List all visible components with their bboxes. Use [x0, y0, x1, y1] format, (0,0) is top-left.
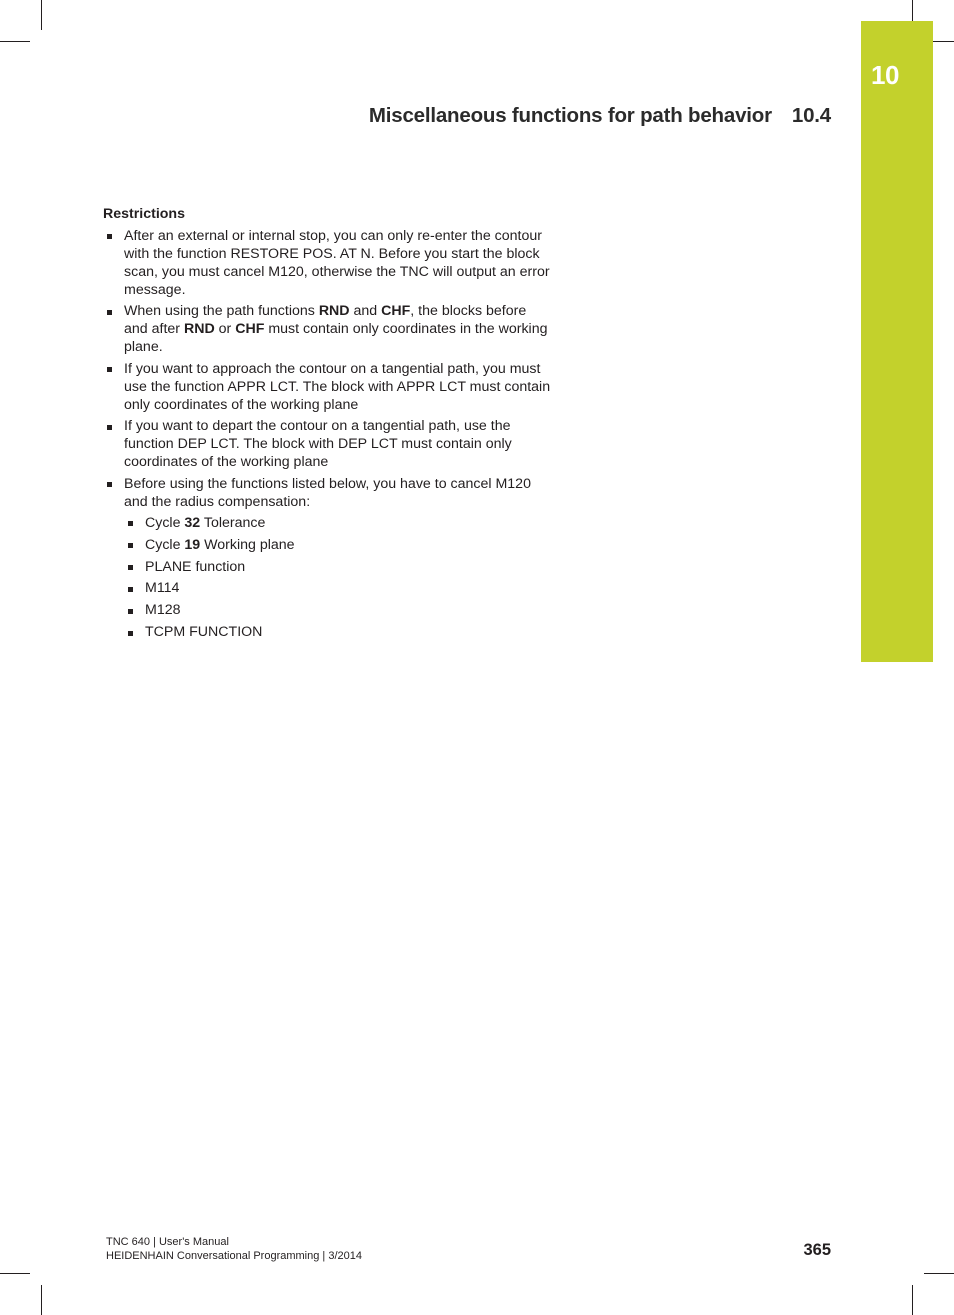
sub-list-item — [124, 580, 553, 598]
list-item-text: If you want to approach the contour on a tangential path, you must use the function APPR LCT. The block with APPR LCT must contain only coordinates of the working plane — [124, 360, 551, 413]
sub-item-text: PLANE function — [145, 558, 246, 575]
running-head — [369, 104, 831, 128]
list-item-text: After an external or internal stop, you can only re-enter the contour with the function RESTORE POS. AT N. Before you start the block scan, you must cancel M120, otherwise the TNC will output an error message. — [124, 227, 550, 298]
main-content — [103, 206, 553, 646]
list-item — [103, 361, 553, 415]
sub-list-item — [124, 624, 553, 642]
sub-list-item — [124, 537, 553, 555]
softkey-rnd: RND — [318, 303, 350, 320]
softkey-chf: CHF — [381, 303, 411, 320]
list-item-text: or — [214, 321, 236, 338]
sub-item-text: Tolerance — [200, 514, 266, 531]
running-head-title: Miscellaneous functions for path behavior — [368, 104, 772, 127]
footer-line-1: TNC 640 | User's Manual — [106, 1236, 229, 1248]
list-item — [103, 418, 553, 472]
crop-mark — [924, 1273, 954, 1274]
sub-item-text: M114 — [145, 580, 180, 597]
list-item — [103, 303, 553, 357]
cycle-number: 19 — [184, 536, 201, 553]
crop-mark — [0, 41, 30, 42]
sub-item-text: Cycle — [145, 536, 185, 553]
sub-list-item — [124, 515, 553, 533]
cycle-number: 32 — [184, 514, 201, 531]
list-item — [103, 228, 553, 300]
page-footer — [106, 1235, 362, 1263]
page-number: 365 — [803, 1241, 831, 1259]
footer-line-2: HEIDENHAIN Conversational Programming | 3/2014 — [106, 1250, 362, 1262]
restrictions-list — [103, 228, 553, 642]
softkey-rnd: RND — [183, 321, 215, 338]
list-item — [103, 476, 553, 642]
sub-list-item — [124, 559, 553, 577]
section-heading: Restrictions — [103, 206, 185, 222]
crop-mark — [912, 1285, 913, 1315]
chapter-number: 10 — [871, 60, 899, 90]
list-item-text: If you want to depart the contour on a tangential path, use the function DEP LCT. The block with DEP LCT must contain only coordinates of the working plane — [124, 418, 512, 471]
softkey-chf: CHF — [235, 321, 265, 338]
crop-mark — [41, 0, 42, 30]
sub-item-text: M128 — [145, 602, 181, 619]
chapter-tab — [861, 21, 933, 662]
list-item-text: , the blocks before and after — [124, 303, 527, 338]
list-item-text: Before using the functions listed below, you have to cancel M120 and the radius compensation: — [124, 475, 531, 510]
sub-item-text: Cycle — [145, 514, 185, 531]
sub-list-item — [124, 602, 553, 620]
list-item-text: must contain only coordinates in the working plane. — [124, 321, 548, 356]
running-head-section: 10.4 — [791, 104, 831, 127]
crop-mark — [0, 1273, 30, 1274]
list-item-text: and — [349, 303, 382, 320]
sub-list — [124, 515, 553, 642]
list-item-text: When using the path functions — [124, 303, 319, 320]
sub-item-text: TCPM FUNCTION — [145, 624, 263, 641]
crop-mark — [41, 1285, 42, 1315]
sub-item-text: Working plane — [200, 536, 295, 553]
